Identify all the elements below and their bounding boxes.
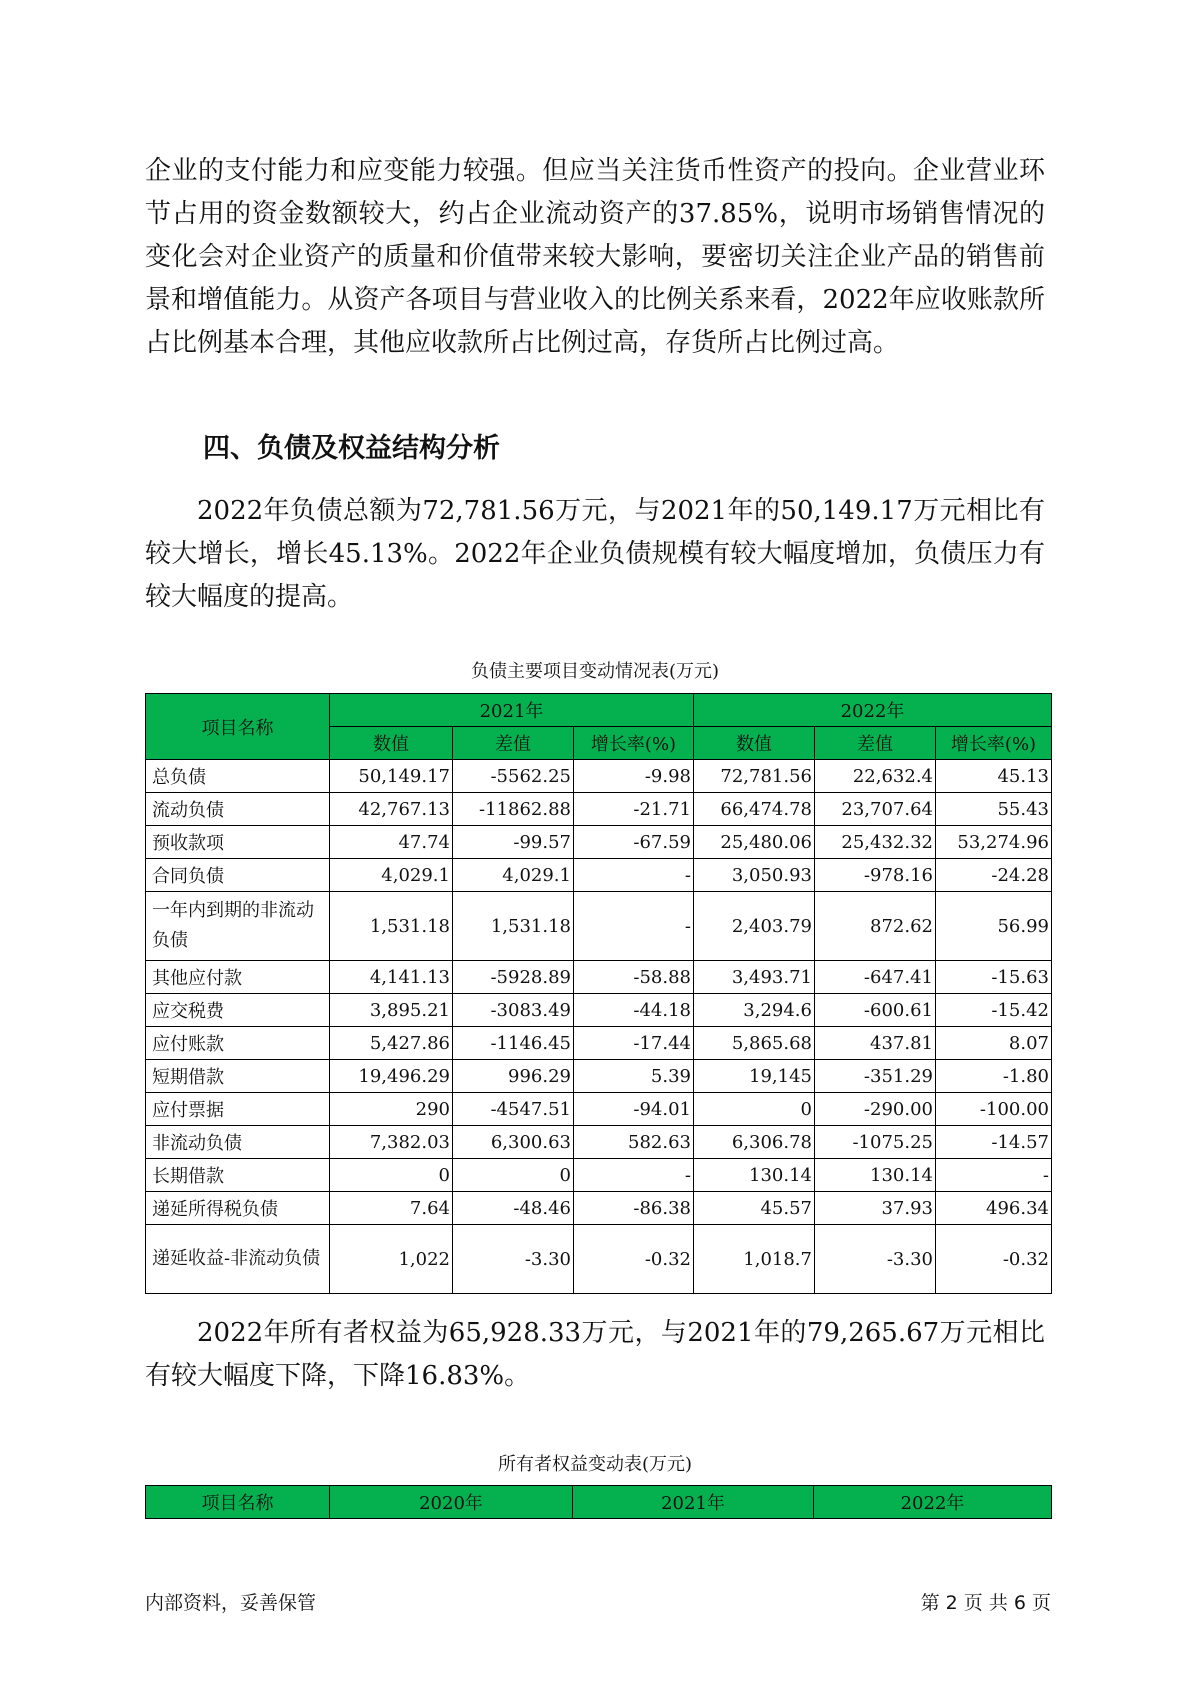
table-cell: -0.32 — [936, 1225, 1052, 1294]
row-label: 应交税费 — [146, 994, 330, 1027]
table-cell: -1146.45 — [453, 1027, 574, 1060]
table-cell: 72,781.56 — [694, 760, 815, 793]
table-cell: 3,050.93 — [694, 859, 815, 892]
subheader-growth: 增长率(%) — [574, 727, 694, 760]
paragraph-equity-summary: 2022年所有者权益为65,928.33万元，与2021年的79,265.67万元相比有较大幅度下降，下降16.83%。 — [145, 1318, 1045, 1391]
table-cell: 6,300.63 — [453, 1126, 574, 1159]
table-cell: 25,432.32 — [815, 826, 936, 859]
table-cell: -21.71 — [574, 793, 694, 826]
subheader-value: 数值 — [330, 727, 453, 760]
table-cell: -67.59 — [574, 826, 694, 859]
table-row — [146, 760, 1052, 793]
table-cell: 23,707.64 — [815, 793, 936, 826]
table-cell: - — [574, 892, 694, 961]
footer-page-number: 第 2 页 共 6 页 — [920, 1592, 1051, 1614]
row-label: 长期借款 — [146, 1159, 330, 1192]
table-cell: -4547.51 — [453, 1093, 574, 1126]
table-cell: 7.64 — [330, 1192, 453, 1225]
row-label: 递延收益-非流动负债 — [146, 1225, 330, 1294]
table-cell: 582.63 — [574, 1126, 694, 1159]
table-cell: 55.43 — [936, 793, 1052, 826]
table-cell: 872.62 — [815, 892, 936, 961]
table-cell: 66,474.78 — [694, 793, 815, 826]
table-cell: 45.13 — [936, 760, 1052, 793]
debt-table-caption: 负债主要项目变动情况表(万元) — [470, 661, 720, 682]
equity-table-caption: 所有者权益变动表(万元) — [497, 1454, 693, 1475]
table-cell: 8.07 — [936, 1027, 1052, 1060]
table-cell: -5928.89 — [453, 961, 574, 994]
header-year-2021: 2021年 — [330, 694, 694, 727]
table-cell: -0.32 — [574, 1225, 694, 1294]
table-cell: 56.99 — [936, 892, 1052, 961]
table-cell: 5,865.68 — [694, 1027, 815, 1060]
table-cell: 19,496.29 — [330, 1060, 453, 1093]
table-row — [146, 793, 1052, 826]
table-cell: -9.98 — [574, 760, 694, 793]
table-cell: 4,141.13 — [330, 961, 453, 994]
table-cell: 7,382.03 — [330, 1126, 453, 1159]
table-row — [146, 1126, 1052, 1159]
subheader-growth: 增长率(%) — [936, 727, 1052, 760]
table-cell: -14.57 — [936, 1126, 1052, 1159]
table-row — [146, 1093, 1052, 1126]
table-cell: -5562.25 — [453, 760, 574, 793]
table-row — [146, 1159, 1052, 1192]
table-cell: -17.44 — [574, 1027, 694, 1060]
table-cell: -647.41 — [815, 961, 936, 994]
paragraph-asset-analysis: 企业的支付能力和应变能力较强。但应当关注货币性资产的投向。企业营业环节占用的资金数额较大，约占企业流动资产的37.85%，说明市场销售情况的变化会对企业资产的质量和价值带来较大影响，要密切关注企业产品的销售前景和增值能力。从资产各项目与营业收入的比例关系来看，2022年应收账款所占比例基本合理，其他应收款所占比例过高，存货所占比例过高。 — [145, 156, 1045, 358]
table-cell: -15.63 — [936, 961, 1052, 994]
table-row — [146, 859, 1052, 892]
table-cell: 5.39 — [574, 1060, 694, 1093]
equity-table — [145, 1485, 1052, 1519]
table-cell: -978.16 — [815, 859, 936, 892]
row-label: 非流动负债 — [146, 1126, 330, 1159]
table-cell: 19,145 — [694, 1060, 815, 1093]
header-item-name: 项目名称 — [146, 694, 330, 760]
table-cell: -86.38 — [574, 1192, 694, 1225]
table-cell: - — [574, 1159, 694, 1192]
row-label: 总负债 — [146, 760, 330, 793]
paragraph-debt-summary: 2022年负债总额为72,781.56万元，与2021年的50,149.17万元相比有较大增长，增长45.13%。2022年企业负债规模有较大幅度增加，负债压力有较大幅度的提高。 — [145, 496, 1045, 612]
subheader-value: 数值 — [694, 727, 815, 760]
row-label: 一年内到期的非流动负债 — [146, 892, 330, 961]
table-cell: -351.29 — [815, 1060, 936, 1093]
table-cell: 6,306.78 — [694, 1126, 815, 1159]
table-cell: -3083.49 — [453, 994, 574, 1027]
table-cell: 0 — [453, 1159, 574, 1192]
row-label: 递延所得税负债 — [146, 1192, 330, 1225]
table-cell: -600.61 — [815, 994, 936, 1027]
table-cell: 2,403.79 — [694, 892, 815, 961]
table-cell: 22,632.4 — [815, 760, 936, 793]
table-cell: -24.28 — [936, 859, 1052, 892]
header-year-2022: 2022年 — [694, 694, 1052, 727]
table-cell: -58.88 — [574, 961, 694, 994]
table-cell: -11862.88 — [453, 793, 574, 826]
row-label: 流动负债 — [146, 793, 330, 826]
table-cell: 3,895.21 — [330, 994, 453, 1027]
table-row — [146, 961, 1052, 994]
table-cell: 130.14 — [815, 1159, 936, 1192]
table-row — [146, 1060, 1052, 1093]
row-label: 应付账款 — [146, 1027, 330, 1060]
row-label: 短期借款 — [146, 1060, 330, 1093]
table-row — [146, 826, 1052, 859]
footer-confidential-note: 内部资料，妥善保管 — [145, 1592, 317, 1614]
table-row — [146, 994, 1052, 1027]
table-cell: 496.34 — [936, 1192, 1052, 1225]
table-cell: 996.29 — [453, 1060, 574, 1093]
section-heading: 四、负债及权益结构分析 — [203, 433, 500, 464]
table-cell: -100.00 — [936, 1093, 1052, 1126]
table-cell: - — [574, 859, 694, 892]
table-cell: 1,531.18 — [453, 892, 574, 961]
table-cell: 50,149.17 — [330, 760, 453, 793]
table-cell: 290 — [330, 1093, 453, 1126]
table-cell: -3.30 — [815, 1225, 936, 1294]
header-year-2020: 2020年 — [330, 1486, 573, 1519]
table-cell: 4,029.1 — [330, 859, 453, 892]
table-cell: -1075.25 — [815, 1126, 936, 1159]
table-cell: 1,018.7 — [694, 1225, 815, 1294]
subheader-diff: 差值 — [453, 727, 574, 760]
table-cell: 47.74 — [330, 826, 453, 859]
table-cell: 5,427.86 — [330, 1027, 453, 1060]
row-label: 其他应付款 — [146, 961, 330, 994]
table-cell: 42,767.13 — [330, 793, 453, 826]
table-cell: 53,274.96 — [936, 826, 1052, 859]
table-cell: -3.30 — [453, 1225, 574, 1294]
table-cell: 0 — [694, 1093, 815, 1126]
table-cell: 45.57 — [694, 1192, 815, 1225]
table-cell: 437.81 — [815, 1027, 936, 1060]
table-cell: 37.93 — [815, 1192, 936, 1225]
table-cell: -1.80 — [936, 1060, 1052, 1093]
table-cell: -15.42 — [936, 994, 1052, 1027]
table-cell: 0 — [330, 1159, 453, 1192]
table-cell: 25,480.06 — [694, 826, 815, 859]
table-cell: -99.57 — [453, 826, 574, 859]
table-cell: -44.18 — [574, 994, 694, 1027]
subheader-diff: 差值 — [815, 727, 936, 760]
table-row — [146, 1027, 1052, 1060]
table-cell: -94.01 — [574, 1093, 694, 1126]
header-item-name: 项目名称 — [146, 1486, 330, 1519]
table-cell: 130.14 — [694, 1159, 815, 1192]
row-label: 合同负债 — [146, 859, 330, 892]
row-label: 应付票据 — [146, 1093, 330, 1126]
table-row — [146, 892, 1052, 961]
table-cell: - — [936, 1159, 1052, 1192]
header-year-2021: 2021年 — [573, 1486, 814, 1519]
table-cell: 3,294.6 — [694, 994, 815, 1027]
table-cell: -290.00 — [815, 1093, 936, 1126]
debt-table — [145, 693, 1052, 1294]
table-cell: -48.46 — [453, 1192, 574, 1225]
table-row — [146, 1192, 1052, 1225]
header-year-2022: 2022年 — [814, 1486, 1052, 1519]
table-cell: 1,531.18 — [330, 892, 453, 961]
table-cell: 3,493.71 — [694, 961, 815, 994]
table-cell: 4,029.1 — [453, 859, 574, 892]
row-label: 预收款项 — [146, 826, 330, 859]
table-row — [146, 1225, 1052, 1294]
table-cell: 1,022 — [330, 1225, 453, 1294]
